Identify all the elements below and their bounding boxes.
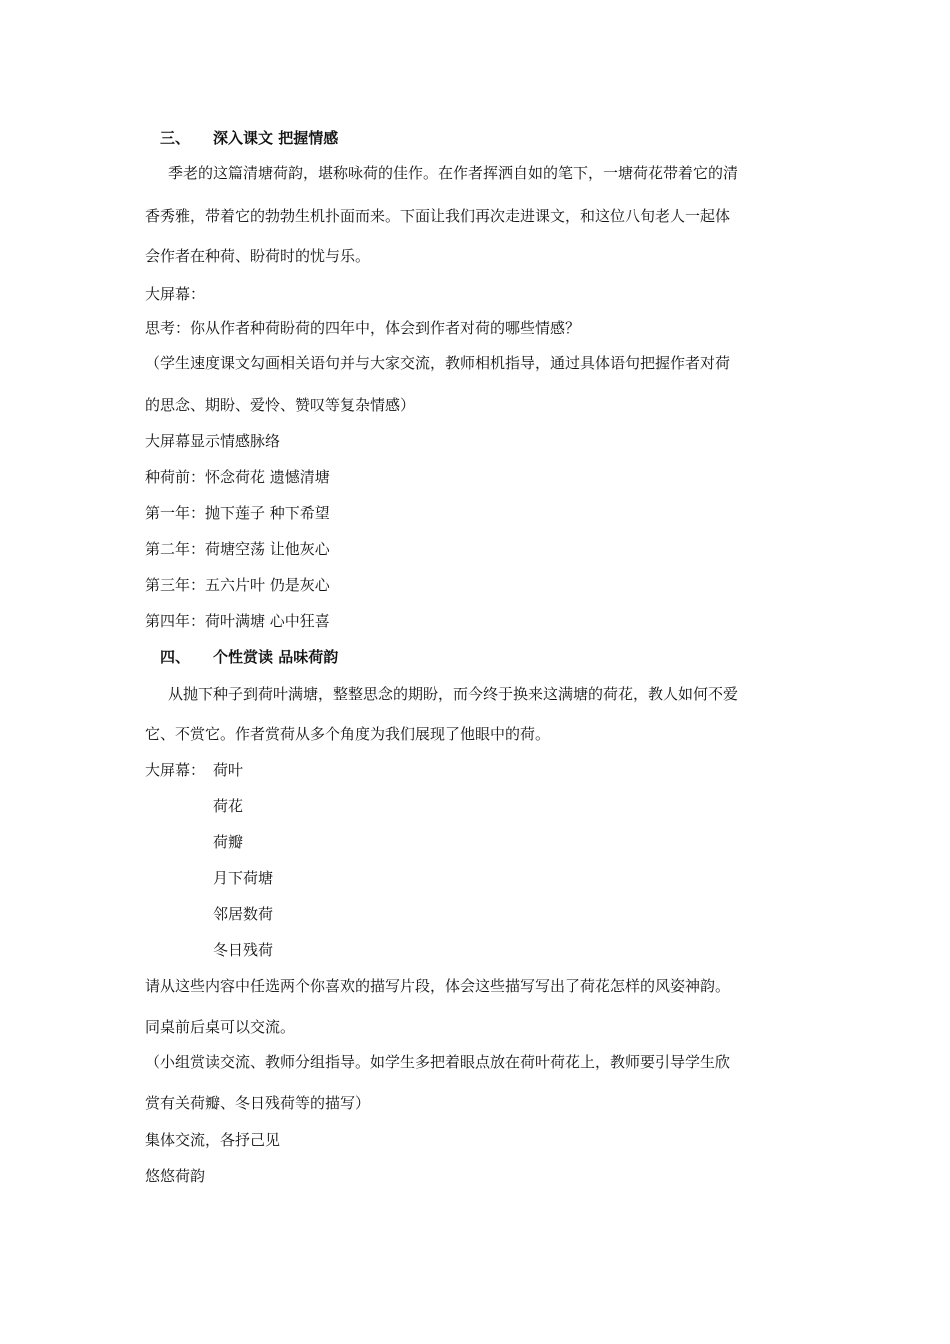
timeline-item: 第一年：抛下莲子 种下希望: [145, 504, 330, 522]
screen-label: 大屏幕：: [145, 285, 206, 303]
screen-item: 荷花: [213, 797, 244, 815]
section-3-title: 深入课文 把握情感: [213, 129, 339, 147]
timeline-item: 第四年：荷叶满塘 心中狂喜: [145, 612, 330, 630]
screen-item: 月下荷塘: [213, 869, 274, 887]
screen-item: 冬日残荷: [213, 941, 274, 959]
section-4-title: 个性赏读 品味荷韵: [213, 648, 339, 666]
section-3-para-line-3: 会作者在种荷、盼荷时的忧与乐。: [145, 247, 371, 265]
task-line-2: 同桌前后桌可以交流。: [145, 1018, 296, 1036]
thinking-question: 思考：你从作者种荷盼荷的四年中，体会到作者对荷的哪些情感？: [145, 319, 581, 337]
collective-exchange: 集体交流，各抒己见: [145, 1131, 281, 1149]
section-3-heading: [160, 128, 338, 148]
section-4-para-line-1: 从抛下种子到荷叶满塘，整整思念的期盼，而今终于换来这满塘的荷花，教人如何不爱: [168, 685, 739, 703]
section-4-heading: [160, 647, 338, 667]
section-3-para-line-1: 季老的这篇清塘荷韵，堪称咏荷的佳作。在作者挥洒自如的笔下，一塘荷花带着它的清: [168, 164, 739, 182]
group-note-line-2: 赏有关荷瓣、冬日残荷等的描写）: [145, 1094, 371, 1112]
screen-item: 邻居数荷: [213, 905, 274, 923]
section-3-para-line-2: 香秀雅，带着它的勃勃生机扑面而来。下面让我们再次走进课文，和这位八旬老人一起体: [145, 207, 731, 225]
section-4-para-line-2: 它、不赏它。作者赏荷从多个角度为我们展现了他眼中的荷。: [145, 725, 551, 743]
screen-show-label: 大屏幕显示情感脉络: [145, 432, 281, 450]
timeline-item: 种荷前：怀念荷花 遗憾清塘: [145, 468, 330, 486]
screen-label-2: 大屏幕：: [145, 761, 206, 779]
task-line-1: 请从这些内容中任选两个你喜欢的描写片段，体会这些描写写出了荷花怎样的风姿神韵。: [145, 977, 731, 995]
teacher-note-line-1: （学生速度课文勾画相关语句并与大家交流，教师相机指导，通过具体语句把握作者对荷: [145, 354, 731, 372]
timeline-item: 第二年：荷塘空荡 让他灰心: [145, 540, 330, 558]
closing-line: 悠悠荷韵: [145, 1167, 206, 1185]
section-3-number: 三、: [160, 129, 191, 147]
screen-item: 荷瓣: [213, 833, 244, 851]
section-4-number: 四、: [160, 648, 191, 666]
group-note-line-1: （小组赏读交流、教师分组指导。如学生多把着眼点放在荷叶荷花上，教师要引导学生欣: [145, 1053, 731, 1071]
screen-item: 荷叶: [213, 761, 244, 779]
timeline-item: 第三年：五六片叶 仍是灰心: [145, 576, 330, 594]
teacher-note-line-2: 的思念、期盼、爱怜、赞叹等复杂情感）: [145, 396, 416, 414]
